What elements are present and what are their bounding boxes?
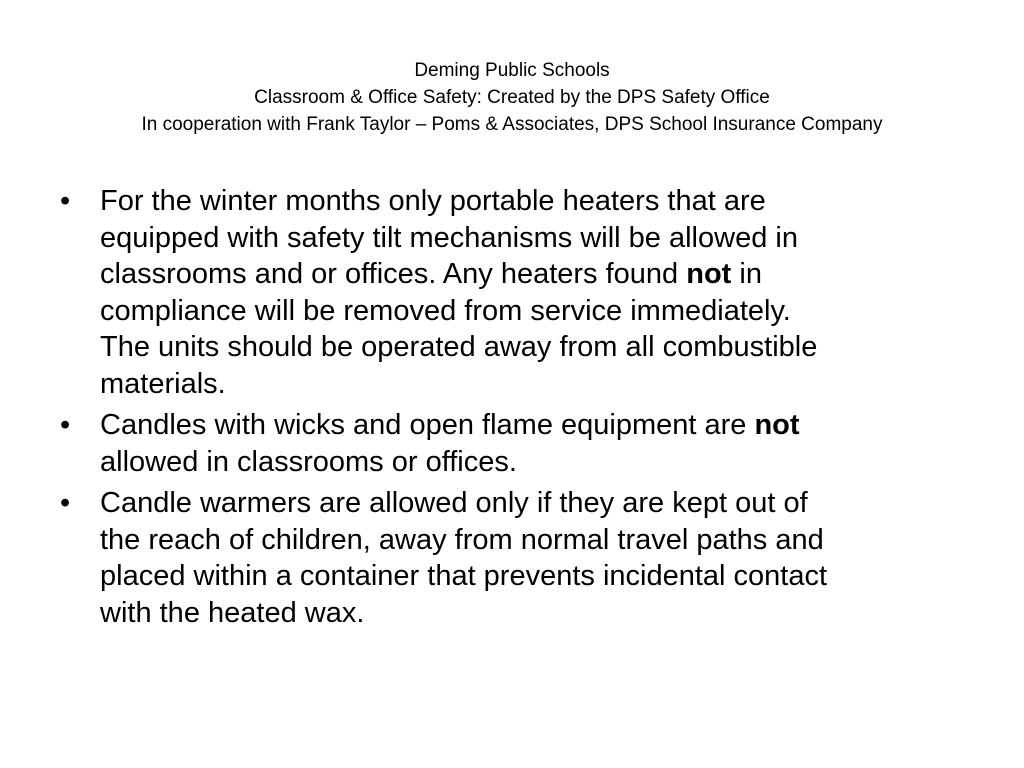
title-organization: Deming Public Schools xyxy=(414,60,610,81)
title-cooperation: In cooperation with Frank Taylor – Poms & Associates, DPS School Insurance Company xyxy=(141,114,883,135)
text-line: compliance will be removed from service immediately. xyxy=(100,294,791,327)
emphasis-not: not xyxy=(754,409,800,441)
text-segment: classrooms and or offices. Any heaters found xyxy=(100,258,687,290)
text-line: with the heated wax. xyxy=(100,596,365,629)
text-line: equipped with safety tilt mechanisms will be allowed in xyxy=(100,221,798,254)
bullet-text xyxy=(100,485,978,631)
text-segment: Candles with wicks and open flame equipment are xyxy=(100,409,755,441)
text-line: the reach of children, away from normal travel paths and xyxy=(100,523,824,556)
text-line: For the winter months only portable heaters that are xyxy=(100,185,766,217)
text-line xyxy=(100,256,978,293)
emphasis-not: not xyxy=(686,258,732,290)
bullet-list xyxy=(58,183,978,636)
slide-title xyxy=(20,57,1004,138)
bullet-text xyxy=(100,407,978,480)
text-line: The units should be operated away from all combustible xyxy=(100,331,818,363)
bullet-dot-icon: • xyxy=(60,487,71,519)
bullet-text xyxy=(100,183,978,402)
text-line xyxy=(100,407,978,444)
text-line: materials. xyxy=(100,367,226,400)
text-line: Candle warmers are allowed only if they are kept out of xyxy=(100,487,808,519)
bullet-item-candle-warmers xyxy=(58,485,978,631)
title-subject: Classroom & Office Safety: Created by the DPS Safety Office xyxy=(254,87,770,108)
text-segment: in xyxy=(731,258,762,290)
bullet-dot-icon: • xyxy=(60,409,71,441)
text-line: allowed in classrooms or offices. xyxy=(100,445,517,478)
bullet-dot-icon: • xyxy=(60,185,71,217)
bullet-item-candles xyxy=(58,407,978,480)
bullet-item-heaters xyxy=(58,183,978,402)
text-line: placed within a container that prevents incidental contact xyxy=(100,560,828,592)
